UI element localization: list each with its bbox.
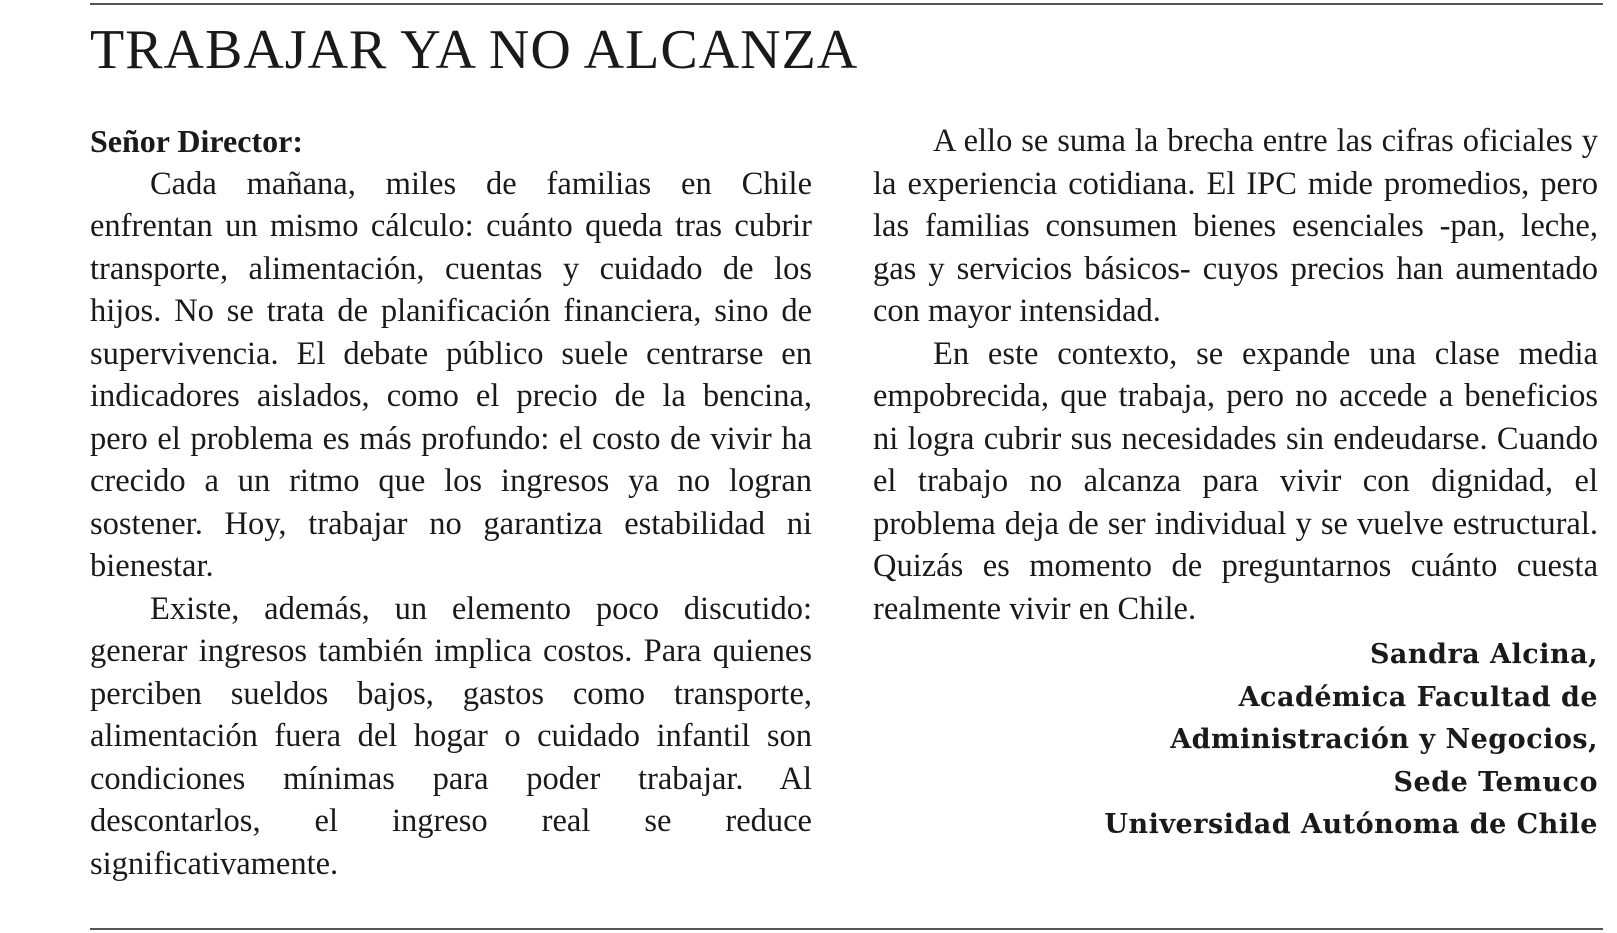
signature-campus: Sede Temuco (1393, 766, 1598, 798)
paragraph-3: A ello se suma la brecha entre las cifras oficiales y la experiencia cotidiana. El IPC mide promedios, pero las familias consumen bienes esenciales -pan, leche, gas y servicios básicos- cuyos precios han aumentado con mayor intensidad. (873, 123, 1598, 329)
paragraph-2: Existe, además, un elemento poco discutido: generar ingresos también implica costos. Para quienes perciben sueldos bajos, gastos como transporte, alimentación fuera del hogar o cuidado infantil son condiciones mínimas para poder trabajar. Al descontarlos, el ingreso real se reduce significativamente. (90, 590, 812, 882)
right-column (873, 120, 1598, 847)
signature-block (873, 634, 1598, 847)
article-headline: TRABAJAR YA NO ALCANZA (90, 19, 859, 81)
paragraph-1: Cada mañana, miles de familias en Chile enfrentan un mismo cálculo: cuánto queda tras cubrir transporte, alimentación, cuentas y cuidado de los hijos. No se trata de planificación financiera, sino de supervivencia. El debate público suele centrarse en indicadores aislados, como el precio de la bencina, pero el problema es más profundo: el costo de vivir ha crecido a un ritmo que los ingresos ya no logran sostener. Hoy, trabajar no garantiza estabilidad ni bienestar. (90, 165, 812, 584)
signature-name: Sandra Alcina, (1369, 639, 1598, 670)
bottom-rule (90, 928, 1603, 930)
signature-role: Académica Facultad de (1238, 681, 1598, 713)
signature-university: Universidad Autónoma de Chile (1104, 809, 1598, 840)
left-column (90, 120, 812, 885)
paragraph-4: En este contexto, se expande una clase media empobrecida, que trabaja, pero no accede a beneficios ni logra cubrir sus necesidades sin endeudarse. Cuando el trabajo no alcanza para vivir con dignidad, el problema deja de ser individual y se vuelve estructural. Quizás es momento de preguntarnos cuánto cuesta realmente vivir en Chile. (873, 335, 1598, 627)
salutation: Señor Director: (90, 123, 303, 159)
signature-faculty: Administración y Negocios, (1170, 724, 1598, 755)
top-rule (90, 3, 1603, 5)
